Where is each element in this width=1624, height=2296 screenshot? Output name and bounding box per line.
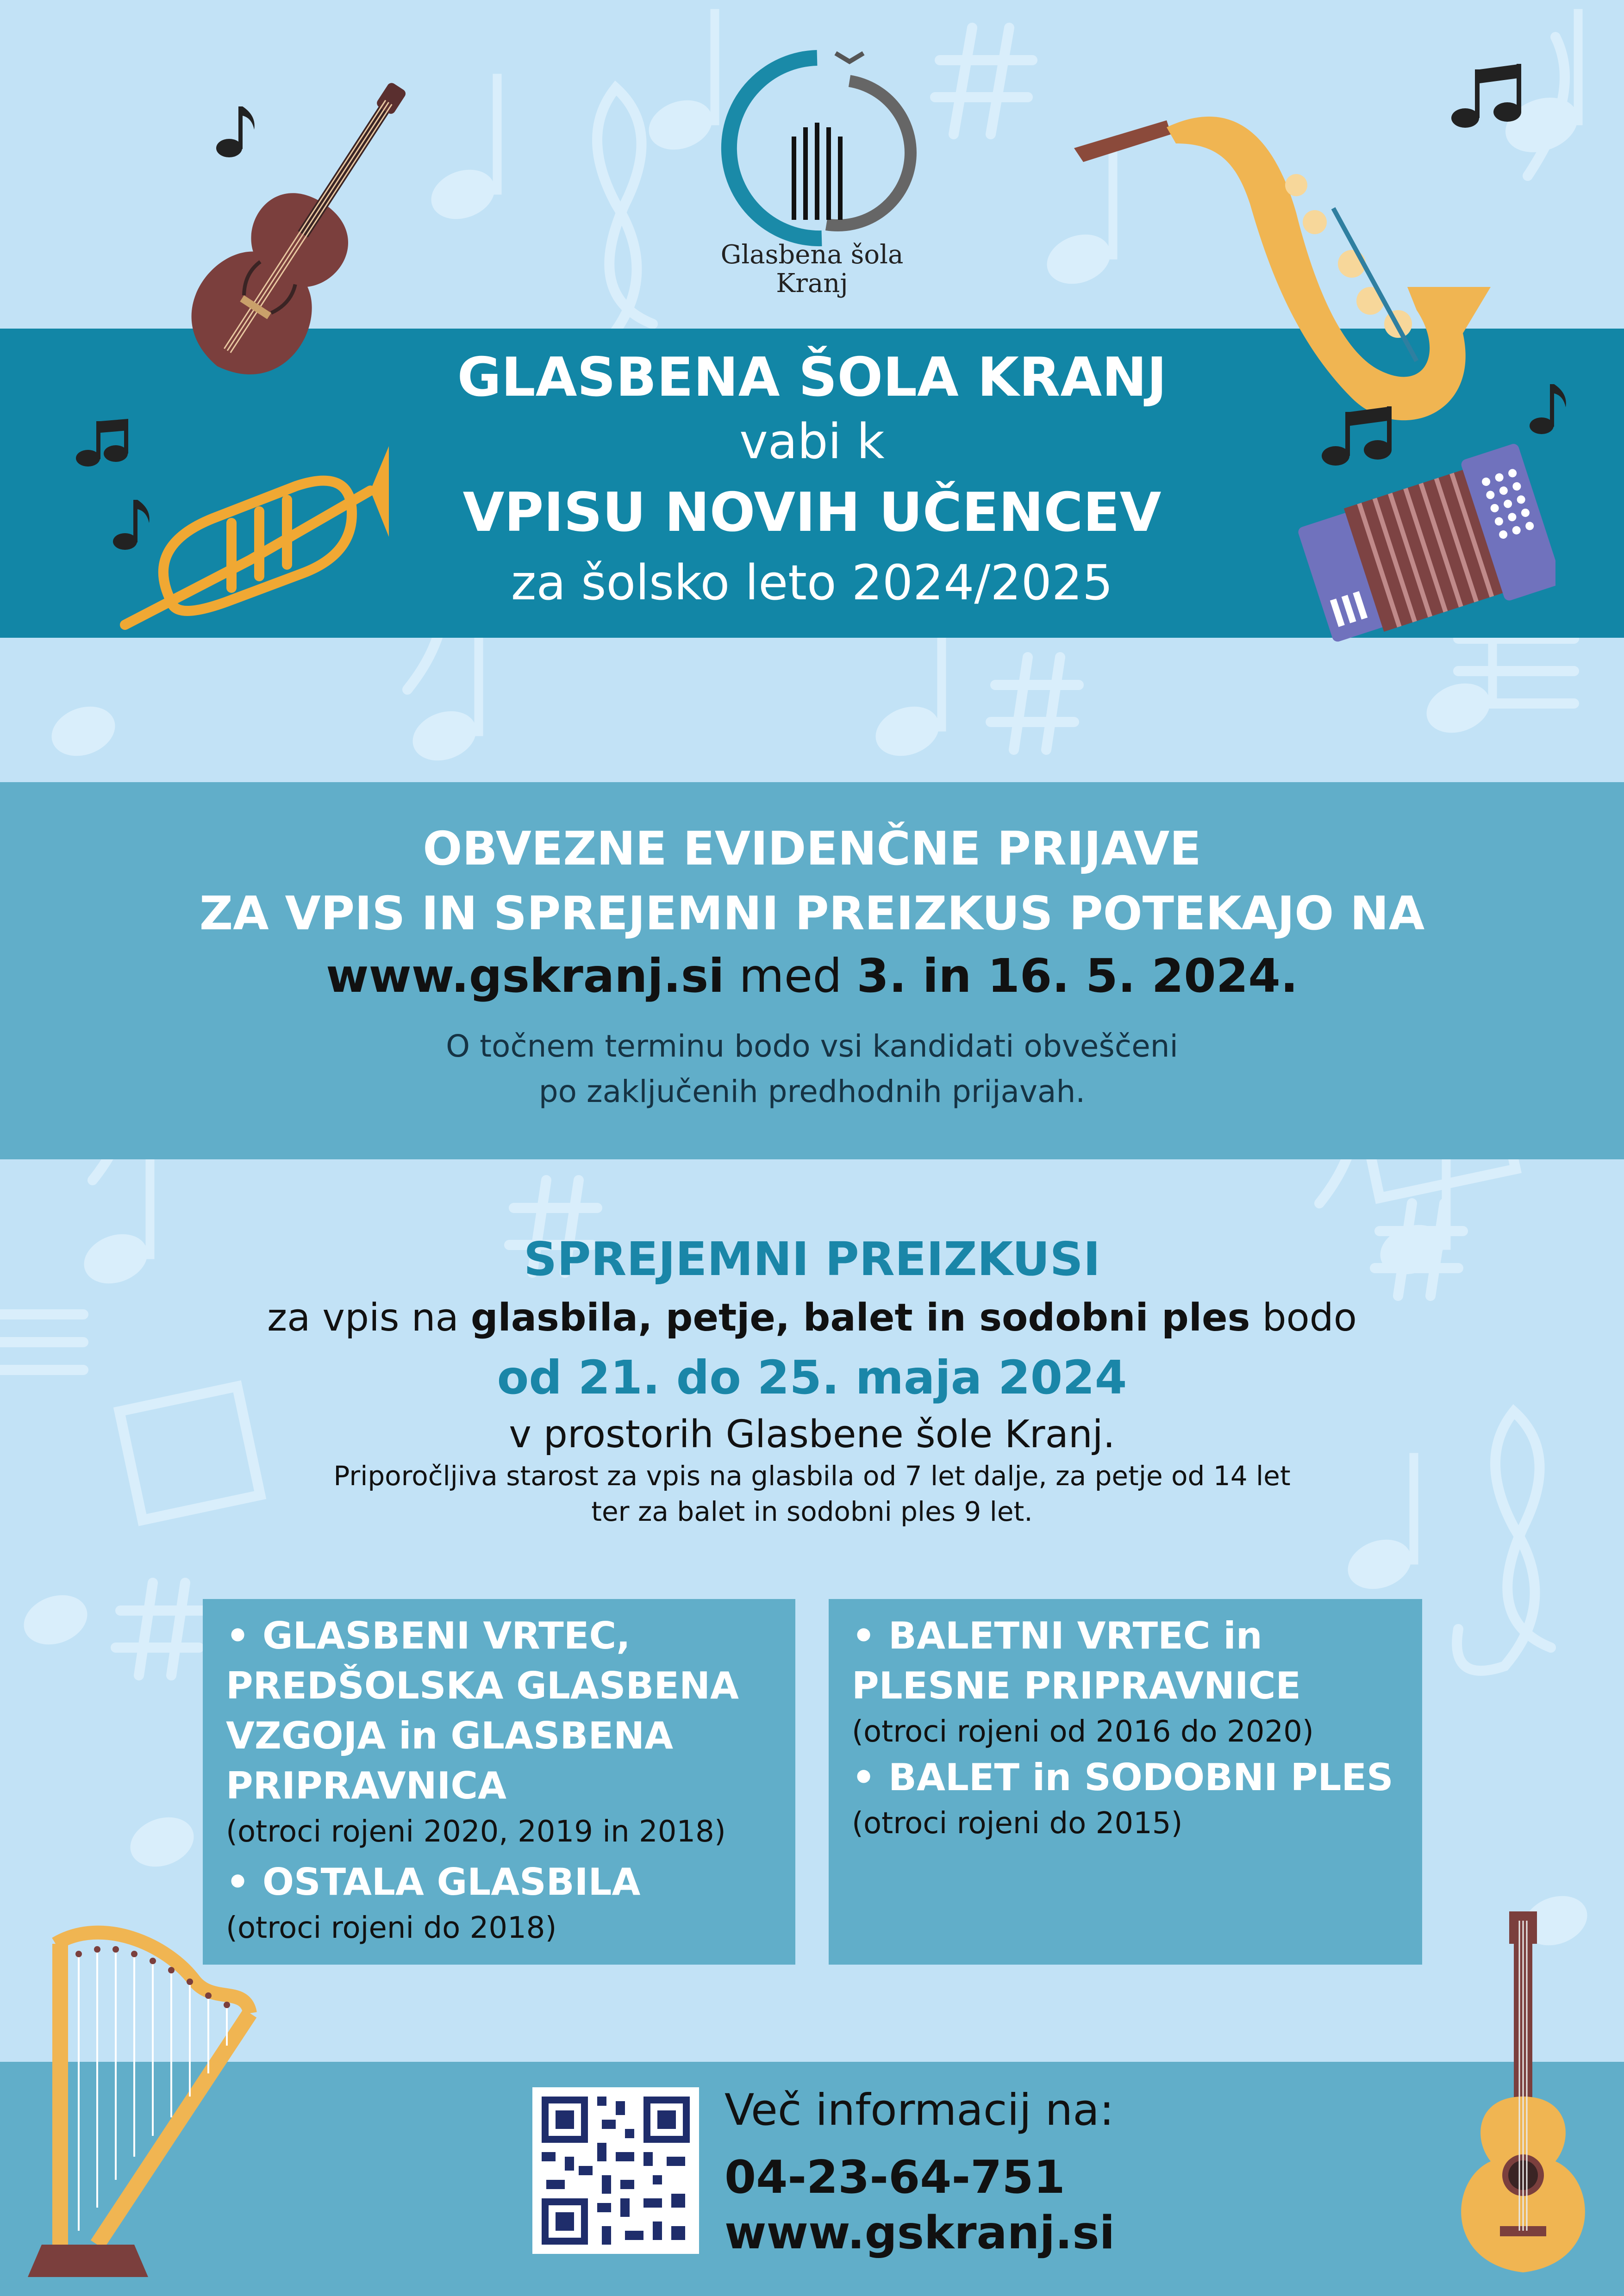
logo-text-line1: Glasbena šola [720,240,904,270]
exams-location: v prostorih Glasbene šole Kranj. [509,1412,1115,1456]
registration-website-link[interactable]: www.gskranj.si [326,949,725,1003]
exams-age-note-line2: ter za balet in sodobni ples 9 let. [591,1496,1033,1527]
saxophone-icon [1065,93,1509,435]
program-right-item1-line2: PLESNE PRIPRAVNICE [852,1664,1301,1707]
harp-icon [28,1925,269,2277]
qr-code-icon [532,2087,699,2254]
registration-line1: OBVEZNE EVIDENČNE PRIJAVE [423,821,1201,876]
program-left-item1-sub: (otroci rojeni 2020, 2019 in 2018) [226,1815,726,1849]
program-right-item1-line1: • BALETNI VRTEC in [852,1614,1262,1657]
program-left-item1-line2: PREDŠOLSKA GLASBENA [226,1664,739,1707]
exams-title: SPREJEMNI PREIZKUSI [524,1232,1100,1286]
music-note-icon [1319,403,1398,472]
exams-line-suffix: bodo [1262,1296,1357,1340]
school-logo [711,44,919,248]
exams-line-bold: glasbila, petje, balet in sodobni ples [470,1296,1250,1340]
program-right-item2: • BALET in SODOBNI PLES [852,1756,1393,1799]
trumpet-icon [111,407,389,666]
registration-note-line1: O točnem terminu bodo vsi kandidati obveščeni [446,1028,1178,1064]
registration-dates: 3. in 16. 5. 2024. [856,949,1298,1003]
exams-dates: od 21. do 25. maja 2024 [497,1350,1127,1405]
program-left-item2: • OSTALA GLASBILA [226,1860,641,1904]
guitar-icon [1440,1893,1606,2291]
violin-icon [139,51,417,458]
footer-label: Več informacij na: [725,2085,1114,2135]
program-right-item2-sub: (otroci rojeni do 2015) [852,1806,1183,1841]
footer-website-link[interactable]: www.gskranj.si [725,2207,1115,2259]
header-invites: vabi k [739,413,885,470]
qr-code[interactable] [532,2087,699,2254]
header-school-year: za šolsko leto 2024/2025 [511,554,1113,611]
registration-line2: ZA VPIS IN SPREJEMNI PREIZKUS POTEKAJO NA [199,886,1425,940]
programs-left-box [203,1599,795,1965]
music-note-icon [213,102,264,162]
registration-note-line2: po zaključenih predhodnih prijavah. [538,1074,1086,1109]
header-headline: VPISU NOVIH UČENCEV [462,481,1162,544]
program-left-item1-line1: • GLASBENI VRTEC, [226,1614,631,1657]
music-note-icon [1528,380,1569,440]
music-note-icon [111,495,153,555]
music-note-icon [1449,60,1528,134]
music-note-icon [74,417,134,472]
program-right-item1-sub: (otroci rojeni od 2016 do 2020) [852,1715,1314,1749]
exams-age-note-line1: Priporočljiva starost za vpis na glasbila od 7 let dalje, za petje od 14 let [333,1460,1291,1492]
registration-line3 [0,949,1624,1003]
exams-subjects-line [0,1296,1624,1340]
logo-text-line2: Kranj [776,268,848,299]
program-left-item2-sub: (otroci rojeni do 2018) [226,1911,557,1945]
programs-right-box [829,1599,1422,1965]
header-school-name: GLASBENA ŠOLA KRANJ [457,346,1167,409]
footer-phone[interactable]: 04-23-64-751 [725,2151,1065,2204]
program-left-item1-line4: PRIPRAVNICA [226,1764,506,1807]
registration-between: med [739,949,842,1003]
exams-line-prefix: za vpis na [267,1296,459,1340]
program-left-item1-line3: VZGOJA in GLASBENA [226,1714,674,1757]
